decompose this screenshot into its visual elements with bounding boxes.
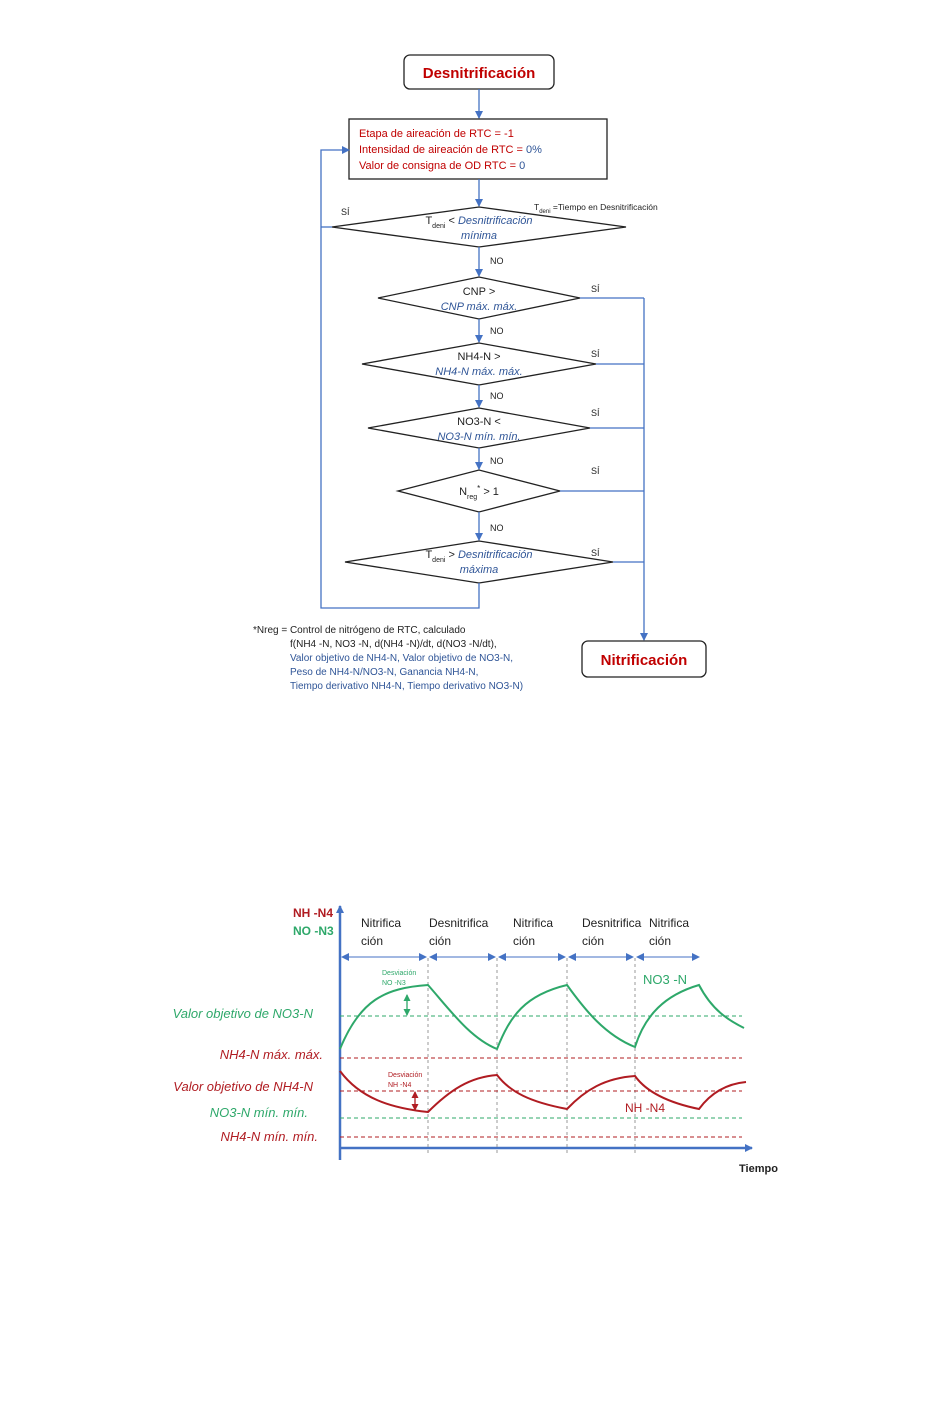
phase-5-label: Nitrifica ción bbox=[649, 916, 690, 948]
footnote-line-4: Peso de NH4-N/NO3-N, Ganancia NH4-N, bbox=[290, 667, 479, 678]
decision-2-line1: CNP > bbox=[462, 286, 496, 298]
nh4-deviation-label: Desviación NH -N4 bbox=[388, 1072, 423, 1089]
decision-6-line1: $T_{deni}$ > Desnitrificación bbox=[425, 549, 533, 564]
decision-3-line2: NH4-N máx. máx. bbox=[435, 366, 523, 378]
y-label-nh4: NH -N4 bbox=[293, 906, 334, 920]
yes-label: SÍ bbox=[591, 548, 600, 558]
no-label: NO bbox=[490, 456, 504, 466]
footnote-line-1: *Nreg = Control de nitrógeno de RTC, calculado bbox=[253, 625, 466, 636]
phase-separators bbox=[428, 958, 635, 1155]
phase-3-label: Nitrifica ción bbox=[513, 916, 554, 948]
decision-max-denitrification bbox=[345, 541, 613, 583]
phase-2-label: Desnitrifica ción bbox=[429, 916, 489, 948]
nh4-min-label: NH4-N mín. mín. bbox=[220, 1129, 318, 1144]
decision-4-line1: NO3-N < bbox=[457, 416, 501, 428]
no-label: NO bbox=[490, 523, 504, 533]
yes-label: SÍ bbox=[341, 207, 350, 217]
end-label: Nitrificación bbox=[600, 652, 688, 669]
flowchart bbox=[253, 55, 706, 692]
time-chart bbox=[173, 906, 779, 1175]
no3-target-label: Valor objetivo de NO3-N bbox=[172, 1006, 313, 1021]
no-label: NO bbox=[490, 256, 504, 266]
init-line-2: Intensidad de aireación de RTC = 0% bbox=[359, 144, 542, 156]
decision-1-line1: $T_{deni}$ < Desnitrificación bbox=[425, 215, 533, 230]
nh4-target-label: Valor objetivo de NH4-N bbox=[173, 1079, 313, 1094]
no3-deviation-label: Desviación NO -N3 bbox=[382, 970, 417, 987]
decision-2-line2: CNP máx. máx. bbox=[440, 301, 518, 313]
init-line-3: Valor de consigna de OD RTC = 0 bbox=[359, 160, 526, 172]
phase-1-label: Nitrifica ción bbox=[361, 916, 402, 948]
footnote-line-2: f(NH4 -N, NO3 -N, d(NH4 -N)/dt, d(NO3 -N/dt), bbox=[290, 639, 497, 650]
decision-nh4 bbox=[362, 343, 596, 385]
decision-6-line2: máxima bbox=[459, 564, 499, 576]
footnote-line-5: Tiempo derivativo NH4-N, Tiempo derivativo NO3-N) bbox=[290, 681, 524, 692]
tdeni-note: $T_{deni}$ =Tiempo en Desnitrificación bbox=[534, 202, 658, 215]
nh4-curve-label: NH -N4 bbox=[625, 1101, 666, 1115]
init-line-1: Etapa de aireación de RTC = -1 bbox=[359, 128, 514, 140]
footnote-line-3: Valor objetivo de NH4-N, Valor objetivo de NO3-N, bbox=[290, 653, 514, 664]
decision-5-text: $N_{reg}^* > 1$ bbox=[459, 483, 499, 501]
phase-4-label: Desnitrifica ción bbox=[582, 916, 642, 948]
decision-3-line1: NH4-N > bbox=[457, 351, 501, 363]
no-label: NO bbox=[490, 326, 504, 336]
yes-label: SÍ bbox=[591, 349, 600, 359]
yes-label: SÍ bbox=[591, 408, 600, 418]
decision-4-line2: NO3-N mín. mín. bbox=[437, 431, 521, 443]
y-label-no3: NO -N3 bbox=[293, 924, 334, 938]
nh4-max-label: NH4-N máx. máx. bbox=[219, 1047, 323, 1062]
no3-curve bbox=[340, 985, 744, 1049]
yes-label: SÍ bbox=[591, 284, 600, 294]
x-axis-label: Tiempo bbox=[739, 1163, 778, 1175]
no3-min-label: NO3-N mín. mín. bbox=[209, 1105, 308, 1120]
no-label: NO bbox=[490, 391, 504, 401]
start-label: Desnitrificación bbox=[422, 65, 536, 82]
yes-label: SÍ bbox=[591, 466, 600, 476]
yes-branch-lines bbox=[560, 298, 644, 640]
decision-1-line2: mínima bbox=[460, 230, 498, 242]
no3-curve-label: NO3 -N bbox=[643, 972, 688, 987]
